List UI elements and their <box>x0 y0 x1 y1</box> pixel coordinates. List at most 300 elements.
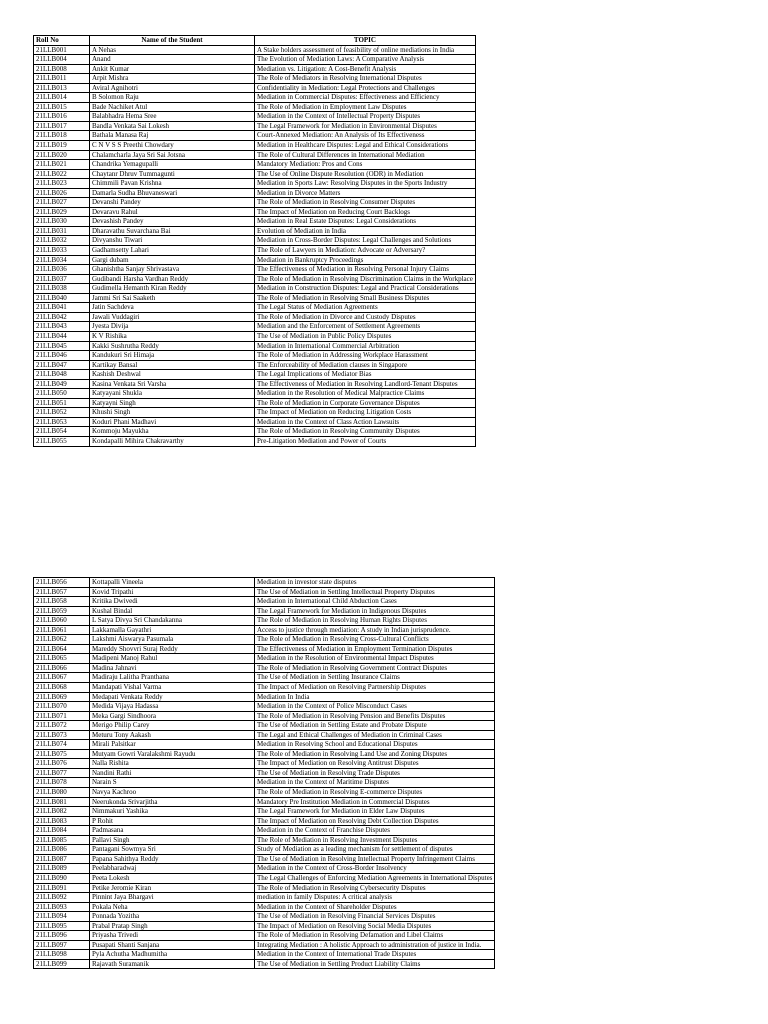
student-name-cell: Pusapati Shanti Sanjana <box>90 940 255 950</box>
student-topic-table-1 <box>33 35 476 447</box>
roll-no-cell: 21LLB029 <box>34 207 90 217</box>
topic-cell: The Legal Framework for Mediation in Indigenous Disputes <box>255 606 495 616</box>
table-row <box>34 702 495 712</box>
student-name-cell: L Satya Divya Sri Chandakanna <box>90 616 255 626</box>
topic-cell: The Role of Mediation in Divorce and Custody Disputes <box>255 312 476 322</box>
table-row <box>34 102 476 112</box>
student-name-cell: Jatin Sachdeva <box>90 303 255 313</box>
topic-cell: Mediation in the Context of Maritime Disputes <box>255 778 495 788</box>
table-row <box>34 160 476 170</box>
table-row <box>34 578 495 588</box>
student-name-cell: Kushal Bindal <box>90 606 255 616</box>
topic-cell: Mediation in the Context of Cross-Border Insolvency <box>255 864 495 874</box>
table-row <box>34 360 476 370</box>
student-name-cell: Kovid Tripathi <box>90 587 255 597</box>
roll-no-cell: 21LLB080 <box>34 788 90 798</box>
student-name-cell: Devanshi Pandey <box>90 198 255 208</box>
topic-cell: The Enforceability of Mediation clauses in Singapore <box>255 360 476 370</box>
roll-no-cell: 21LLB062 <box>34 635 90 645</box>
student-name-cell: Madipeni Manoj Rahul <box>90 654 255 664</box>
topic-cell: The Role of Mediation in Resolving Investment Disputes <box>255 835 495 845</box>
roll-no-cell: 21LLB031 <box>34 226 90 236</box>
student-name-cell: Ponnada Yozitha <box>90 912 255 922</box>
topic-cell: The Use of Online Dispute Resolution (ODR) in Mediation <box>255 169 476 179</box>
table-row <box>34 93 476 103</box>
topic-cell: The Use of Mediation in Settling Intellectual Property Disputes <box>255 587 495 597</box>
student-name-cell: Navya Kachroo <box>90 788 255 798</box>
roll-no-header: Roll No <box>34 36 90 46</box>
topic-cell: The Role of Cultural Differences in International Mediation <box>255 150 476 160</box>
student-name-cell: Kondapalli Mihira Chakravarthy <box>90 436 255 446</box>
roll-no-cell: 21LLB048 <box>34 370 90 380</box>
roll-no-cell: 21LLB094 <box>34 912 90 922</box>
topic-header: TOPIC <box>255 36 476 46</box>
topic-cell: The Impact of Mediation on Reducing Court Backlogs <box>255 207 476 217</box>
table-row <box>34 45 476 55</box>
topic-cell: Mediation in investor state disputes <box>255 578 495 588</box>
student-name-cell: Padmasana <box>90 826 255 836</box>
student-name-cell: Gudimella Hemanth Kiran Reddy <box>90 284 255 294</box>
roll-no-cell: 21LLB013 <box>34 83 90 93</box>
student-name-cell: Bade Nachiket Atul <box>90 102 255 112</box>
student-topic-table-2 <box>33 577 495 969</box>
student-name-cell: Rajavath Suramanik <box>90 959 255 969</box>
roll-no-cell: 21LLB019 <box>34 141 90 151</box>
student-name-cell: Pokala Neha <box>90 902 255 912</box>
student-name-cell: Khushi Singh <box>90 408 255 418</box>
roll-no-cell: 21LLB038 <box>34 284 90 294</box>
roll-no-cell: 21LLB058 <box>34 597 90 607</box>
student-name-cell: Devaravu Rahul <box>90 207 255 217</box>
roll-no-cell: 21LLB050 <box>34 389 90 399</box>
topic-cell: The Use of Mediation in Settling Product Liability Claims <box>255 959 495 969</box>
student-name-cell: Medapati Venkata Reddy <box>90 692 255 702</box>
roll-no-cell: 21LLB070 <box>34 702 90 712</box>
student-name-cell: Peelabharadwaj <box>90 864 255 874</box>
student-name-cell: Chandrika Yemagupalli <box>90 160 255 170</box>
roll-no-cell: 21LLB040 <box>34 293 90 303</box>
table-body <box>34 578 495 969</box>
topic-cell: The Role of Mediation in Resolving Pension and Benefits Disputes <box>255 711 495 721</box>
roll-no-cell: 21LLB001 <box>34 45 90 55</box>
topic-cell: Court-Annexed Mediation: An Analysis of Its Effectiveness <box>255 131 476 141</box>
table-row <box>34 587 495 597</box>
student-name-cell: Arpit Mishra <box>90 74 255 84</box>
roll-no-cell: 21LLB067 <box>34 673 90 683</box>
student-name-cell: Nandini Rathi <box>90 768 255 778</box>
student-name-cell: Ankit Kumar <box>90 64 255 74</box>
student-name-cell: Madina Jahnavi <box>90 663 255 673</box>
roll-no-cell: 21LLB096 <box>34 931 90 941</box>
topic-cell: The Role of Mediation in Resolving Defamation and Libel Claims <box>255 931 495 941</box>
topic-cell: Mediation in Healthcare Disputes: Legal and Ethical Considerations <box>255 141 476 151</box>
table-row <box>34 711 495 721</box>
student-name-cell: Damarla Sudha Bhuvaneswari <box>90 188 255 198</box>
student-name-cell: Kottapalli Vineela <box>90 578 255 588</box>
roll-no-cell: 21LLB073 <box>34 730 90 740</box>
roll-no-cell: 21LLB026 <box>34 188 90 198</box>
table-row <box>34 436 476 446</box>
roll-no-cell: 21LLB085 <box>34 835 90 845</box>
topic-cell: Mandatory Pre Institution Mediation in Commercial Disputes <box>255 797 495 807</box>
roll-no-cell: 21LLB075 <box>34 749 90 759</box>
roll-no-cell: 21LLB032 <box>34 236 90 246</box>
topic-cell: The Evolution of Mediation Laws: A Comparative Analysis <box>255 55 476 65</box>
roll-no-cell: 21LLB060 <box>34 616 90 626</box>
roll-no-cell: 21LLB047 <box>34 360 90 370</box>
table-row <box>34 398 476 408</box>
topic-cell: The Role of Mediation in Resolving Government Contract Disputes <box>255 663 495 673</box>
student-name-cell: P Rohit <box>90 816 255 826</box>
table-row <box>34 921 495 931</box>
table-row <box>34 673 495 683</box>
topic-cell: Mediation in Resolving School and Educational Disputes <box>255 740 495 750</box>
roll-no-cell: 21LLB043 <box>34 322 90 332</box>
table-row <box>34 912 495 922</box>
table-row <box>34 303 476 313</box>
table-row <box>34 236 476 246</box>
topic-cell: The Impact of Mediation on Resolving Partnership Disputes <box>255 683 495 693</box>
roll-no-cell: 21LLB077 <box>34 768 90 778</box>
student-name-cell: Pyla Achutha Madhumitha <box>90 950 255 960</box>
roll-no-cell: 21LLB074 <box>34 740 90 750</box>
student-name-cell: Kandukuri Sri Himaja <box>90 351 255 361</box>
roll-no-cell: 21LLB034 <box>34 255 90 265</box>
topic-cell: The Legal Framework for Mediation in Environmental Disputes <box>255 121 476 131</box>
student-name-cell: Jawali Vuddagiri <box>90 312 255 322</box>
roll-no-cell: 21LLB057 <box>34 587 90 597</box>
roll-no-cell: 21LLB059 <box>34 606 90 616</box>
topic-cell: Mediation in International Commercial Arbitration <box>255 341 476 351</box>
student-name-cell: Divyanshu Tiwari <box>90 236 255 246</box>
student-name-cell: Katyayani Shukla <box>90 389 255 399</box>
student-name-cell: C N V S S Preethi Chowdary <box>90 141 255 151</box>
student-name-cell: Madiraju Lalitha Pranthana <box>90 673 255 683</box>
roll-no-cell: 21LLB076 <box>34 759 90 769</box>
table-row <box>34 83 476 93</box>
student-name-cell: K V Rishika <box>90 331 255 341</box>
topic-cell: The Role of Mediation in Resolving Land Use and Zoning Disputes <box>255 749 495 759</box>
table-row <box>34 845 495 855</box>
table-row <box>34 417 476 427</box>
topic-cell: The Use of Mediation in Resolving Intellectual Property Infringement Claims <box>255 854 495 864</box>
topic-cell: The Effectiveness of Mediation in Resolving Landlord-Tenant Disputes <box>255 379 476 389</box>
table-row <box>34 141 476 151</box>
student-name-cell: Jammi Sri Sai Saaketh <box>90 293 255 303</box>
topic-cell: Study of Mediation as a leading mechanism for settlement of disputes <box>255 845 495 855</box>
table-row <box>34 721 495 731</box>
student-name-cell: Mandapati Vishal Varma <box>90 683 255 693</box>
table-row <box>34 635 495 645</box>
roll-no-cell: 21LLB091 <box>34 883 90 893</box>
topic-cell: Pre-Litigation Mediation and Power of Courts <box>255 436 476 446</box>
roll-no-cell: 21LLB093 <box>34 902 90 912</box>
student-name-cell: Meka Gargi Sindhoora <box>90 711 255 721</box>
roll-no-cell: 21LLB023 <box>34 179 90 189</box>
student-name-cell: Gadhamsetty Lahari <box>90 246 255 256</box>
student-name-cell: Merigo Philip Carey <box>90 721 255 731</box>
topic-cell: The Legal Framework for Mediation in Elder Law Disputes <box>255 807 495 817</box>
roll-no-cell: 21LLB078 <box>34 778 90 788</box>
table-row <box>34 64 476 74</box>
table-row <box>34 644 495 654</box>
student-name-cell: Katyayni Singh <box>90 398 255 408</box>
roll-no-cell: 21LLB045 <box>34 341 90 351</box>
roll-no-cell: 21LLB042 <box>34 312 90 322</box>
student-name-cell: Jyesta Divija <box>90 322 255 332</box>
roll-no-cell: 21LLB055 <box>34 436 90 446</box>
topic-cell: The Role of Mediation in Resolving E-commerce Disputes <box>255 788 495 798</box>
table-row <box>34 950 495 960</box>
topic-cell: Mediation in Divorce Matters <box>255 188 476 198</box>
table-row <box>34 835 495 845</box>
student-name-cell: Neerukonda Srivarjitha <box>90 797 255 807</box>
table-row <box>34 312 476 322</box>
table-row <box>34 255 476 265</box>
topic-cell: Integrating Mediation : A holistic Approach to administration of justice in India. <box>255 940 495 950</box>
table-row <box>34 854 495 864</box>
topic-cell: The Legal Status of Mediation Agreements <box>255 303 476 313</box>
student-name-cell: Chaytanr Dhruv Tummagunti <box>90 169 255 179</box>
student-name-cell: Bandla Venkata Sai Lokesh <box>90 121 255 131</box>
table-row <box>34 188 476 198</box>
roll-no-cell: 21LLB081 <box>34 797 90 807</box>
topic-cell: Mandatory Mediation: Pros and Cons <box>255 160 476 170</box>
roll-no-cell: 21LLB086 <box>34 845 90 855</box>
roll-no-cell: 21LLB037 <box>34 274 90 284</box>
topic-cell: The Legal and Ethical Challenges of Mediation in Criminal Cases <box>255 730 495 740</box>
roll-no-cell: 21LLB046 <box>34 351 90 361</box>
topic-cell: The Legal Challenges of Enforcing Mediation Agreements in International Disputes <box>255 873 495 883</box>
student-name-cell: Bathala Manasa Raj <box>90 131 255 141</box>
table-row <box>34 246 476 256</box>
roll-no-cell: 21LLB089 <box>34 864 90 874</box>
table-row <box>34 778 495 788</box>
table-row <box>34 663 495 673</box>
topic-cell: Evolution of Mediation in India <box>255 226 476 236</box>
roll-no-cell: 21LLB027 <box>34 198 90 208</box>
roll-no-cell: 21LLB071 <box>34 711 90 721</box>
table-row <box>34 179 476 189</box>
roll-no-cell: 21LLB030 <box>34 217 90 227</box>
roll-no-cell: 21LLB018 <box>34 131 90 141</box>
table-body <box>34 45 476 446</box>
table-row <box>34 807 495 817</box>
student-name-cell: Kashish Deshwal <box>90 370 255 380</box>
roll-no-cell: 21LLB041 <box>34 303 90 313</box>
table-row <box>34 322 476 332</box>
table-row <box>34 274 476 284</box>
student-name-cell: Ghanishtha Sanjay Shrivastava <box>90 265 255 275</box>
student-name-cell: Kartikay Bansal <box>90 360 255 370</box>
table-row <box>34 169 476 179</box>
roll-no-cell: 21LLB052 <box>34 408 90 418</box>
table-row <box>34 931 495 941</box>
topic-cell: The Role of Mediation in Corporate Governance Disputes <box>255 398 476 408</box>
topic-cell: Mediation In India <box>255 692 495 702</box>
table-row <box>34 902 495 912</box>
table-row <box>34 883 495 893</box>
table-row <box>34 427 476 437</box>
student-name-cell: Mareddy Shovvri Suraj Reddy <box>90 644 255 654</box>
topic-cell: Mediation in Construction Disputes: Legal and Practical Considerations <box>255 284 476 294</box>
table-row <box>34 379 476 389</box>
roll-no-cell: 21LLB087 <box>34 854 90 864</box>
topic-cell: Mediation in Cross-Border Disputes: Legal Challenges and Solutions <box>255 236 476 246</box>
topic-cell: The Role of Mediation in Resolving Cross-Cultural Conflicts <box>255 635 495 645</box>
table-row <box>34 150 476 160</box>
topic-cell: Mediation in Sports Law: Resolving Disputes in the Sports Industry <box>255 179 476 189</box>
student-name-cell: Pinnint Jaya Bhargavi <box>90 893 255 903</box>
roll-no-cell: 21LLB022 <box>34 169 90 179</box>
roll-no-cell: 21LLB066 <box>34 663 90 673</box>
topic-cell: The Effectiveness of Mediation in Resolving Personal Injury Claims <box>255 265 476 275</box>
table-row <box>34 293 476 303</box>
student-name-cell: Nalla Rishita <box>90 759 255 769</box>
topic-cell: Mediation in International Child Abduction Cases <box>255 597 495 607</box>
roll-no-cell: 21LLB049 <box>34 379 90 389</box>
table-row <box>34 331 476 341</box>
student-name-cell: Kakki Sushrutha Reddy <box>90 341 255 351</box>
topic-cell: Mediation in the Resolution of Medical Malpractice Claims <box>255 389 476 399</box>
roll-no-cell: 21LLB097 <box>34 940 90 950</box>
topic-cell: A Stake holders assessment of feasibility of online mediations in India <box>255 45 476 55</box>
student-name-cell: Lakshmi Aiswarya Pasumala <box>90 635 255 645</box>
topic-cell: Mediation in the Context of Franchise Disputes <box>255 826 495 836</box>
topic-cell: The Use of Mediation in Resolving Financial Services Disputes <box>255 912 495 922</box>
roll-no-cell: 21LLB068 <box>34 683 90 693</box>
student-name-cell: Medida Vijaya Hadassa <box>90 702 255 712</box>
table-row <box>34 226 476 236</box>
topic-cell: The Role of Mediation in Resolving Cybersecurity Disputes <box>255 883 495 893</box>
roll-no-cell: 21LLB015 <box>34 102 90 112</box>
topic-cell: Mediation in the Context of Shareholder Disputes <box>255 902 495 912</box>
student-name-cell: Pantagani Sowmya Sri <box>90 845 255 855</box>
topic-cell: The Role of Lawyers in Mediation: Advocate or Adversary? <box>255 246 476 256</box>
topic-cell: Mediation in the Resolution of Environmental Impact Disputes <box>255 654 495 664</box>
topic-cell: Mediation in the Context of International Trade Disputes <box>255 950 495 960</box>
table-row <box>34 749 495 759</box>
roll-no-cell: 21LLB053 <box>34 417 90 427</box>
roll-no-cell: 21LLB004 <box>34 55 90 65</box>
student-name-cell: Kommoju Mayukha <box>90 427 255 437</box>
student-name-cell: Balabhadra Hema Sree <box>90 112 255 122</box>
topic-cell: Mediation in the Context of Class Action Lawsuits <box>255 417 476 427</box>
topic-cell: Mediation in the Context of Police Misconduct Cases <box>255 702 495 712</box>
student-name-cell: Devashish Pandey <box>90 217 255 227</box>
roll-no-cell: 21LLB082 <box>34 807 90 817</box>
roll-no-cell: 21LLB036 <box>34 265 90 275</box>
table-row <box>34 341 476 351</box>
topic-cell: The Impact of Mediation on Resolving Debt Collection Disputes <box>255 816 495 826</box>
table-row <box>34 940 495 950</box>
roll-no-cell: 21LLB044 <box>34 331 90 341</box>
table-row <box>34 826 495 836</box>
student-name-cell: Anand <box>90 55 255 65</box>
topic-cell: The Legal Implications of Mediator Bias <box>255 370 476 380</box>
table-row <box>34 768 495 778</box>
topic-cell: Mediation in Bankruptcy Proceedings <box>255 255 476 265</box>
topic-cell: The Use of Mediation in Resolving Trade Disputes <box>255 768 495 778</box>
topic-cell: The Use of Mediation in Settling Estate and Probate Dispute <box>255 721 495 731</box>
table-row <box>34 207 476 217</box>
roll-no-cell: 21LLB090 <box>34 873 90 883</box>
roll-no-cell: 21LLB083 <box>34 816 90 826</box>
table-row <box>34 389 476 399</box>
topic-cell: The Role of Mediation in Employment Law Disputes <box>255 102 476 112</box>
roll-no-cell: 21LLB051 <box>34 398 90 408</box>
roll-no-cell: 21LLB056 <box>34 578 90 588</box>
student-name-cell: Peeta Lokesh <box>90 873 255 883</box>
topic-cell: The Role of Mediation in Resolving Human Rights Disputes <box>255 616 495 626</box>
roll-no-cell: 21LLB033 <box>34 246 90 256</box>
topic-cell: Mediation in Commercial Disputes: Effectiveness and Efficiency <box>255 93 476 103</box>
roll-no-cell: 21LLB014 <box>34 93 90 103</box>
student-name-cell: Narain S <box>90 778 255 788</box>
topic-cell: Access to justice through mediation: A study in Indian jurisprudence. <box>255 625 495 635</box>
student-name-cell: B Solomon Raju <box>90 93 255 103</box>
roll-no-cell: 21LLB061 <box>34 625 90 635</box>
roll-no-cell: 21LLB020 <box>34 150 90 160</box>
table-row <box>34 217 476 227</box>
roll-no-cell: 21LLB098 <box>34 950 90 960</box>
table-row <box>34 683 495 693</box>
table-row <box>34 370 476 380</box>
student-name-cell: Gudibandi Harsha Vardhan Reddy <box>90 274 255 284</box>
table-row <box>34 112 476 122</box>
student-name-cell: Mirali Palsitkar <box>90 740 255 750</box>
table-row <box>34 198 476 208</box>
student-name-cell: Prabal Pratap Singh <box>90 921 255 931</box>
roll-no-cell: 21LLB016 <box>34 112 90 122</box>
table-row <box>34 265 476 275</box>
roll-no-cell: 21LLB095 <box>34 921 90 931</box>
table-row <box>34 616 495 626</box>
topic-cell: The Use of Mediation in Settling Insurance Claims <box>255 673 495 683</box>
roll-no-cell: 21LLB065 <box>34 654 90 664</box>
topic-cell: The Role of Mediation in Addressing Workplace Harassment <box>255 351 476 361</box>
roll-no-cell: 21LLB064 <box>34 644 90 654</box>
table-row <box>34 408 476 418</box>
roll-no-cell: 21LLB021 <box>34 160 90 170</box>
table-row <box>34 788 495 798</box>
topic-cell: The Use of Mediation in Public Policy Disputes <box>255 331 476 341</box>
student-name-cell: Kritika Dwivedi <box>90 597 255 607</box>
topic-cell: The Role of Mediation in Resolving Small Business Disputes <box>255 293 476 303</box>
table-row <box>34 759 495 769</box>
student-name-cell: Papana Sahithya Reddy <box>90 854 255 864</box>
table-row <box>34 625 495 635</box>
roll-no-cell: 21LLB072 <box>34 721 90 731</box>
table-row <box>34 730 495 740</box>
student-name-cell: Lakkamalla Gayathri <box>90 625 255 635</box>
student-name-cell: Kasina Venkata Sri Varsha <box>90 379 255 389</box>
topic-cell: The Impact of Mediation on Resolving Antitrust Disputes <box>255 759 495 769</box>
table-row <box>34 351 476 361</box>
student-name-cell: Pallavi Singh <box>90 835 255 845</box>
student-name-cell: Chalamcharla Jaya Sri Sai Jotsna <box>90 150 255 160</box>
student-name-cell: Gargi dubam <box>90 255 255 265</box>
roll-no-cell: 21LLB054 <box>34 427 90 437</box>
roll-no-cell: 21LLB017 <box>34 121 90 131</box>
table-row <box>34 284 476 294</box>
topic-cell: The Effectiveness of Mediation in Employment Termination Disputes <box>255 644 495 654</box>
topic-cell: Confidentiality in Mediation: Legal Protections and Challenges <box>255 83 476 93</box>
student-name-cell: Chimmili Pavan Krishna <box>90 179 255 189</box>
student-name-cell: Petike Jeromie Kiran <box>90 883 255 893</box>
table-row <box>34 893 495 903</box>
roll-no-cell: 21LLB084 <box>34 826 90 836</box>
